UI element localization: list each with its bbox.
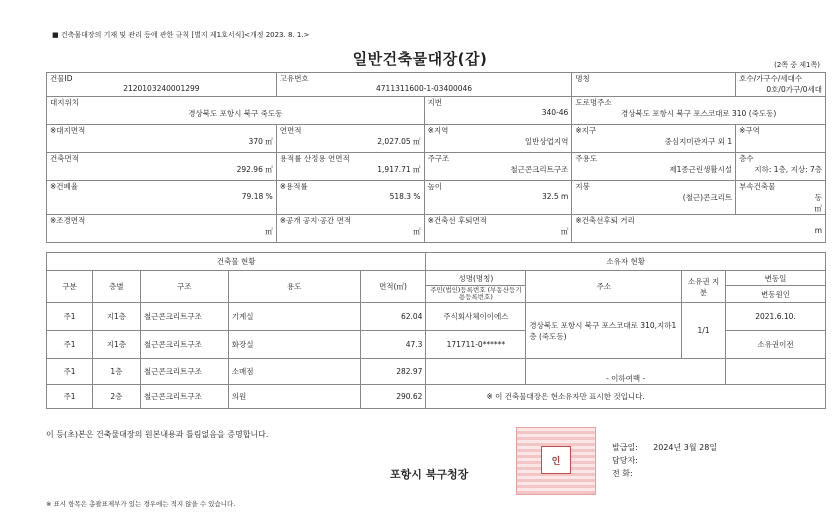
setback-area-value: ㎡ (560, 227, 569, 236)
officer-label: 담당자: (612, 456, 638, 465)
col-use: 용도 (228, 271, 360, 303)
building-id-value: 2120103240001299 (123, 84, 200, 93)
row-kind: 주1 (47, 359, 93, 385)
issuing-office: 포항시 북구청장 (390, 468, 469, 481)
row-area: 47.3 (360, 331, 426, 359)
bcr-value: 79.18 % (241, 192, 273, 201)
row-use: 소매점 (228, 359, 360, 385)
height-label: 높이 (427, 182, 443, 191)
row-struct: 철근콘크리트구조 (140, 359, 228, 385)
row-kind: 주1 (47, 331, 93, 359)
lot-label: 지번 (427, 98, 443, 107)
open-space-label: ※공개 공지·공간 면적 (279, 216, 352, 225)
issue-info (612, 441, 717, 480)
issue-date: 2024년 3월 28일 (653, 443, 718, 452)
col-owner-name: 성명(명칭) (426, 271, 526, 286)
households-value: 0호/0가구/0세대 (766, 85, 822, 94)
building-status-heading: 건축물 현황 (47, 253, 426, 271)
roof-value: (철근)콘크리트 (682, 193, 733, 202)
owner-address: 경상북도 포항시 북구 포스코대로 310,지하1층 (죽도동) (526, 303, 682, 359)
zone-value: 일반상업지역 (524, 137, 569, 146)
setback-dist-value: m (814, 226, 822, 235)
annex-label: 부속건축물 (739, 182, 776, 191)
owner-share: 1/1 (682, 303, 726, 359)
district-label: ※지구 (575, 126, 597, 135)
bcr-cell (47, 181, 277, 215)
open-space-value: ㎡ (413, 227, 421, 236)
status-table (46, 252, 826, 409)
row-use: 화장실 (228, 331, 360, 359)
col-area: 면적(㎡) (360, 271, 426, 303)
building-area-value: 292.96 ㎡ (236, 165, 273, 174)
bcr-label: ※건폐율 (50, 182, 79, 191)
certify-statement: 이 등(초)본은 건축물대장의 원본내용과 틀림없음을 증명합니다. (46, 430, 269, 439)
row-floor: 지1층 (92, 331, 140, 359)
building-area-cell (47, 153, 277, 181)
landscape-label: ※조경면적 (50, 216, 86, 225)
households-cell (736, 73, 826, 97)
row-kind: 주1 (47, 303, 93, 331)
setback-dist-label: ※건축선후퇴 거리 (575, 216, 635, 225)
open-space-cell (276, 215, 424, 243)
col-change-date: 변동일 (726, 271, 826, 286)
row-area: 62.04 (360, 303, 426, 331)
owner-reg-no: 171711-0****** (426, 331, 526, 359)
households-label: 호수/가구수/세대수 (739, 74, 803, 83)
main-use-value: 제1종근린생활시설 (669, 165, 733, 174)
far-area-label: 용적률 산정용 연면적 (279, 154, 350, 163)
blank-note: - 이하여백 - (526, 359, 726, 385)
road-label: 도로명주소 (575, 98, 612, 107)
seal-stamp: 인 (541, 446, 571, 474)
road-cell (572, 97, 826, 125)
far-value: 518.3 % (389, 192, 421, 201)
site-label: 대지위치 (50, 98, 79, 107)
row-use: 기계실 (228, 303, 360, 331)
owner-notice: ※ 이 건축물대장은 현소유자만 표시한 것입니다. (426, 385, 826, 409)
unique-no-value: 4711311600-1-03400046 (376, 84, 473, 93)
road-value: 경상북도 포항시 북구 포스코대로 310 (죽도동) (621, 109, 777, 118)
floor-area-value: 2,027.05 ㎡ (377, 137, 421, 146)
legal-reference: ■ 건축물대장의 기재 및 관리 등에 관한 규칙 [별지 제1호서식]<개정 2023. 8. 1.> (52, 31, 310, 39)
district-value: 중심지미관지구 외 1 (664, 137, 733, 146)
name-cell (572, 73, 736, 97)
footnote: ※ 표시 항목은 총괄표제부가 있는 경우에는 적지 않을 수 있습니다. (46, 500, 236, 508)
far-area-value: 1,917.71 ㎡ (377, 165, 421, 174)
floor-area-label: 연면적 (279, 126, 302, 135)
page-title: 일반건축물대장(갑) (352, 50, 488, 68)
owner-name: 주식회사체이이에스 (426, 303, 526, 331)
row-use: 의원 (228, 385, 360, 409)
col-address: 주소 (526, 271, 682, 303)
setback-area-cell (424, 215, 572, 243)
site-cell (47, 97, 425, 125)
row-floor: 지1층 (92, 303, 140, 331)
table-row (47, 385, 826, 409)
annex-cell (736, 181, 826, 215)
building-id-cell (47, 73, 277, 97)
col-kind: 구분 (47, 271, 93, 303)
owner-status-heading: 소유자 현황 (426, 253, 826, 271)
row-area: 290.62 (360, 385, 426, 409)
site-value: 경상북도 포항시 북구 죽도동 (188, 109, 283, 118)
land-area-cell (47, 125, 277, 153)
row-floor: 2층 (92, 385, 140, 409)
col-change-reason: 변동원인 (726, 286, 826, 303)
landscape-value: ㎡ (265, 227, 273, 236)
annex-unit: ㎡ (814, 204, 822, 213)
row-struct: 철근콘크리트구조 (140, 303, 228, 331)
height-cell (424, 181, 572, 215)
table-row (47, 303, 826, 331)
main-struct-cell (424, 153, 572, 181)
zone-cell (424, 125, 572, 153)
col-floor: 층별 (92, 271, 140, 303)
table-row (47, 359, 826, 385)
col-owner-reg: 주민(법인)등록번호 (부동산등기용등록번호) (426, 286, 526, 303)
main-use-cell (572, 153, 736, 181)
roof-cell (572, 181, 736, 215)
row-struct: 철근콘크리트구조 (140, 331, 228, 359)
lot-cell (424, 97, 572, 125)
empty-cell (726, 359, 826, 385)
sector-label: ※구역 (739, 126, 760, 135)
unique-no-label: 고유번호 (279, 74, 309, 83)
main-use-label: 주용도 (575, 154, 598, 163)
building-area-label: 건축면적 (50, 154, 79, 163)
row-area: 282.97 (360, 359, 426, 385)
col-share: 소유권 지분 (682, 271, 726, 303)
setback-area-label: ※건축선 후퇴면적 (427, 216, 487, 225)
building-id-label: 건물ID (50, 74, 73, 83)
issue-date-label: 발급일: (612, 443, 638, 452)
height-value: 32.5 m (541, 192, 569, 201)
floor-area-cell (276, 125, 424, 153)
empty-cell (426, 359, 526, 385)
row-floor: 1층 (92, 359, 140, 385)
landscape-cell (47, 215, 277, 243)
name-label: 명칭 (575, 74, 590, 83)
main-struct-label: 주구조 (427, 154, 450, 163)
row-kind: 주1 (47, 385, 93, 409)
far-area-cell (276, 153, 424, 181)
annex-value: 동 (814, 193, 822, 202)
change-date: 2021.6.10. (726, 303, 826, 331)
district-cell (572, 125, 736, 153)
land-area-value: 370 ㎡ (248, 137, 273, 146)
sector-cell (736, 125, 826, 153)
summary-table (46, 72, 826, 243)
floors-label: 층수 (739, 154, 754, 163)
roof-label: 지붕 (575, 182, 590, 191)
land-area-label: ※대지면적 (50, 126, 86, 135)
col-struct: 구조 (140, 271, 228, 303)
page-count: (2쪽 중 제1쪽) (774, 61, 820, 69)
unique-no-cell (276, 73, 572, 97)
far-label: ※용적률 (279, 182, 308, 191)
floors-value: 지하: 1층, 지상: 7층 (754, 165, 822, 174)
far-cell (276, 181, 424, 215)
row-struct: 철근콘크리트구조 (140, 385, 228, 409)
setback-dist-cell (572, 215, 826, 243)
official-seal (516, 427, 596, 495)
change-reason: 소유권이전 (726, 331, 826, 359)
phone-label: 전 화: (612, 469, 633, 478)
lot-value: 340-46 (541, 108, 569, 117)
floors-cell (736, 153, 826, 181)
zone-label: ※지역 (427, 126, 449, 135)
main-struct-value: 철근콘크리트구조 (510, 165, 569, 174)
